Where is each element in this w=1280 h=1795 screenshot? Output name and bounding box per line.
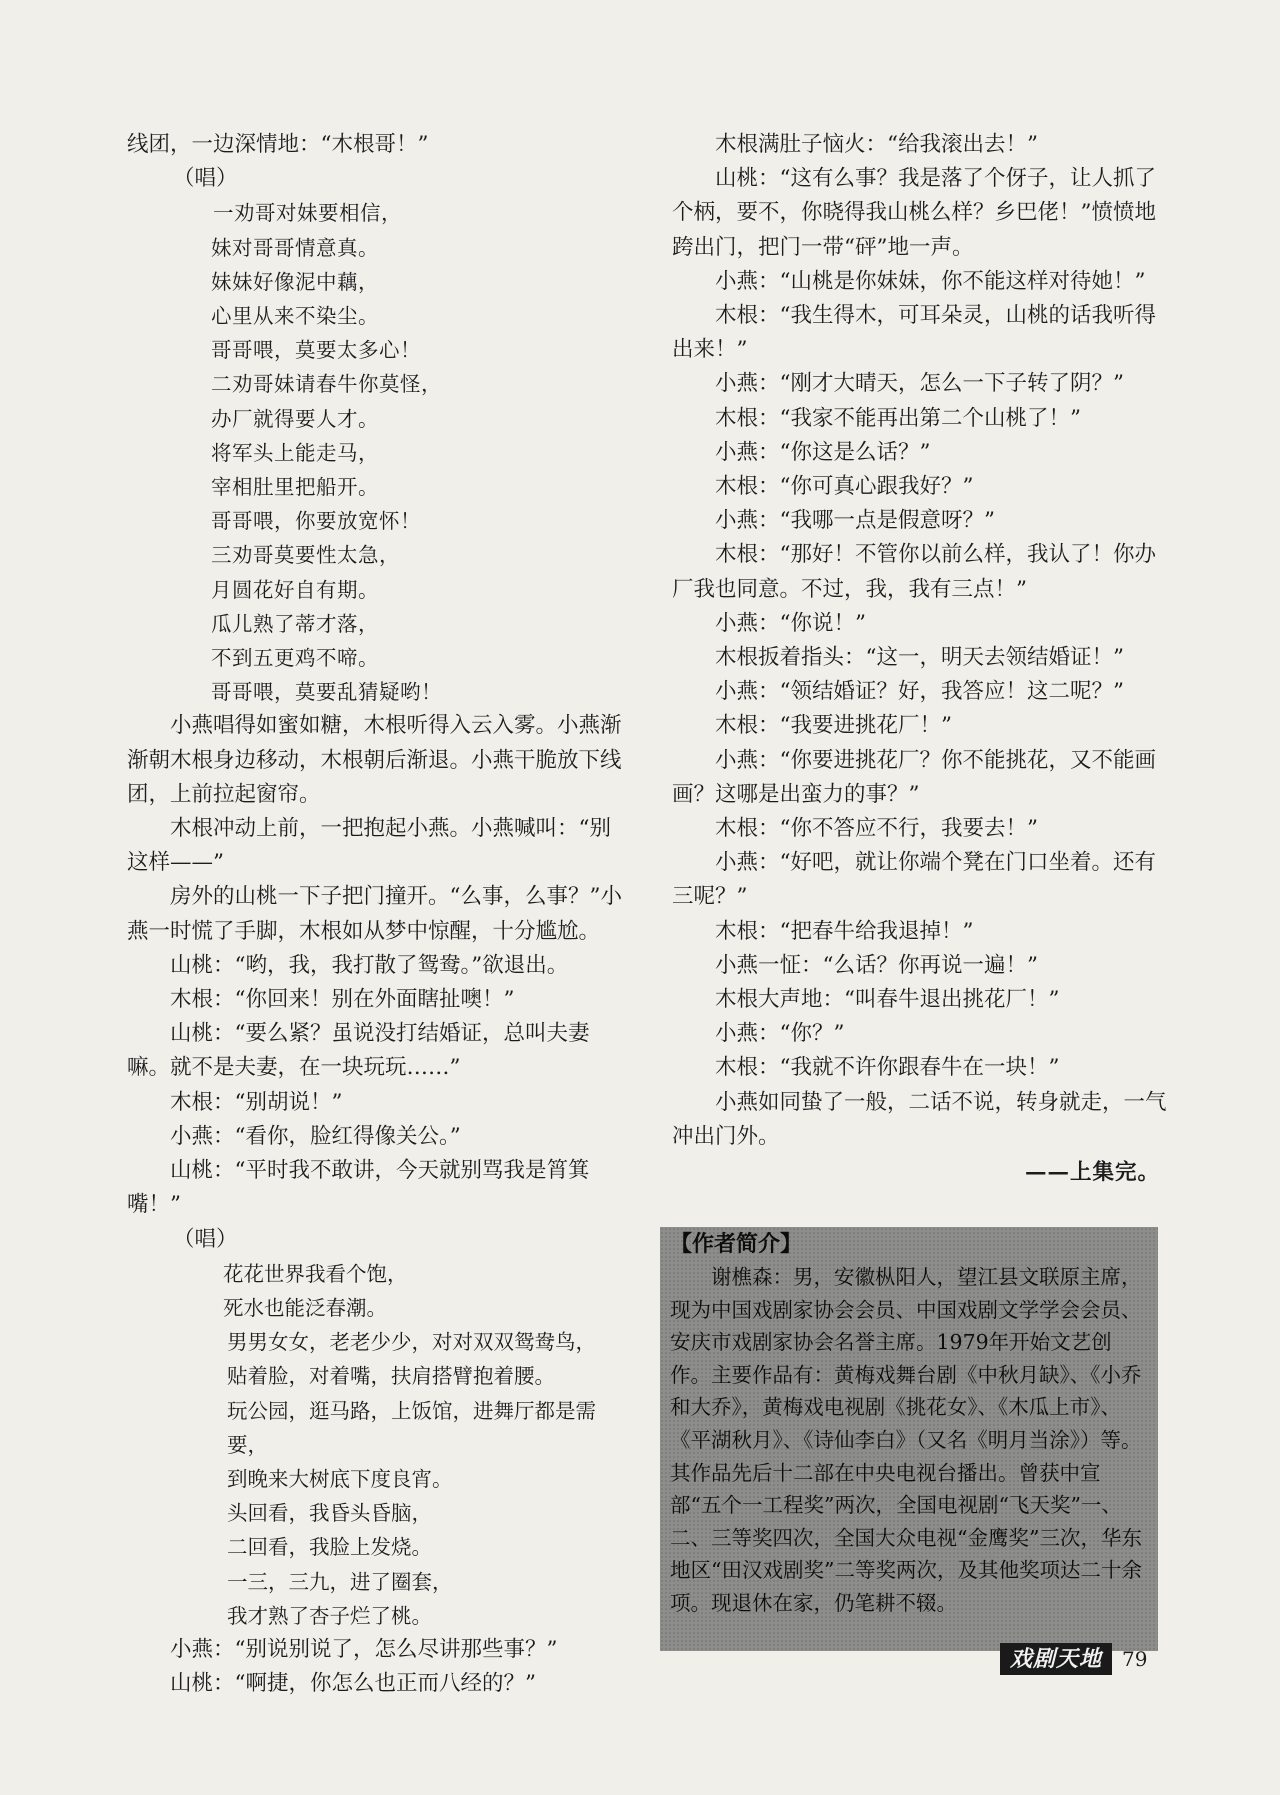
paragraph: 木根冲动上前，一把抱起小燕。小燕喊叫：“别这样——” <box>127 816 611 876</box>
lyric-line: 哥哥喂，莫要乱猜疑哟！ <box>211 680 442 705</box>
paragraph: 小燕：“山桃是你妹妹，你不能这样对待她！” <box>715 268 1146 294</box>
lyric-line: 贴着脸，对着嘴，扶肩搭臂抱着腰。 <box>227 1364 555 1389</box>
paragraph: 小燕：“你这是么话？” <box>715 439 931 465</box>
lyric-line: 三劝哥莫要性太急， <box>211 543 400 568</box>
paragraph: 木根：“你回来！别在外面瞎扯噢！” <box>170 987 515 1013</box>
lyric-line: 妹对哥哥情意真。 <box>211 235 379 260</box>
song-lyrics-2 <box>127 1257 623 1633</box>
paragraph: 小燕一怔：“么话？你再说一遍！” <box>715 952 1038 978</box>
lyric-line: 瓜儿熟了蒂才落， <box>211 611 379 636</box>
author-bio-box <box>660 1227 1158 1651</box>
page-number: 79 <box>1122 1647 1148 1671</box>
paragraph: 小燕：“别说别说了，怎么尽讲那些事？” <box>170 1636 558 1662</box>
lyric-line: 我才熟了杏子烂了桃。 <box>227 1603 432 1628</box>
paragraph: 木根：“我要进挑花厂！” <box>715 713 952 739</box>
lyric-line: 二回看，我脸上发烧。 <box>227 1535 432 1560</box>
paragraph: 小燕如同蛰了一般，二话不说，转身就走，一气冲出门外。 <box>672 1089 1167 1149</box>
paragraph: 小燕：“刚才大晴天，怎么一下子转了阴？” <box>715 371 1124 397</box>
paragraph: 木根：“我生得木，可耳朵灵，山桃的话我听得出来！” <box>672 303 1156 363</box>
stage-direction: （唱） <box>173 166 238 192</box>
paragraph: 小燕：“你说！” <box>715 610 866 636</box>
paragraph: 山桃：“平时我不敢讲，今天就别骂我是筲箕嘴！” <box>127 1158 590 1218</box>
paragraph: 线团，一边深情地：“木根哥！” <box>127 132 429 157</box>
lyric-line: 花花世界我看个饱， <box>223 1261 408 1286</box>
lyric-line: 二劝哥妹请春牛你莫怪， <box>211 372 442 397</box>
author-bio-text: 谢樵森：男，安徽枞阳人，望江县文联原主席，现为中国戏剧家协会会员、中国戏剧文学学会会员、安庆市戏剧家协会名誉主席。1979年开始文艺创作。主要作品有：黄梅戏舞台剧《中秋月缺》、《小乔和大乔》，黄梅戏电视剧《挑花女》、《木瓜上市》、《平湖秋月》、《诗仙李白》（又名《明月当涂》）等。其作品先后十二部在中央电视台播出。曾获中宣部“五个一工程奖”两次，全国电视剧“飞天奖”一、二、三等奖四次，全国大众电视“金鹰奖”三次，华东地区“田汉戏剧奖”二等奖两次，及其他奖项达二十余项。现退休在家，仍笔耕不辍。 <box>670 1265 1142 1615</box>
paragraph: 小燕：“我哪一点是假意呀？” <box>715 508 995 534</box>
paragraph: 木根：“那好！不管你以前么样，我认了！你办厂我也同意。不过，我，我有三点！” <box>672 542 1156 602</box>
lyric-line: 哥哥喂，莫要太多心！ <box>211 338 421 363</box>
paragraph: 小燕：“看你，脸红得像关公。” <box>170 1123 461 1149</box>
lyric-line: 男男女女，老老少少，对对双双鸳鸯鸟， <box>227 1330 596 1355</box>
paragraph: 小燕：“你要进挑花厂？你不能挑花，又不能画画？这哪是出蛮力的事？” <box>672 747 1156 807</box>
paragraph: 山桃：“哟，我，我打散了鸳鸯。”欲退出。 <box>170 952 569 978</box>
lyric-line: 不到五更鸡不啼。 <box>211 646 379 671</box>
page-footer <box>1000 1642 1147 1676</box>
lyric-line: 哥哥喂，你要放宽怀！ <box>211 509 421 534</box>
paragraph: 小燕：“你？” <box>715 1021 845 1047</box>
lyric-line: 头回看，我昏头昏脑， <box>227 1501 432 1526</box>
lyric-line: 妹妹好像泥中藕， <box>211 269 379 294</box>
stage-direction: （唱） <box>173 1226 238 1252</box>
paragraph: 山桃：“啊捷，你怎么也正而八经的？” <box>170 1671 536 1697</box>
lyric-line: 办厂就得要人才。 <box>211 406 379 431</box>
author-bio-heading: 【作者简介】 <box>670 1231 803 1257</box>
lyric-line: 玩公园，逛马路，上饭馆，进舞厅都是需要， <box>227 1398 596 1457</box>
lyric-line: 一三，三九，进了圈套， <box>227 1569 453 1594</box>
journal-logo: 戏剧天地 <box>1000 1643 1112 1675</box>
paragraph: 房外的山桃一下子把门撞开。“么事，么事？”小燕一时慌了手脚，木根如从梦中惊醒，十分尴尬。 <box>127 884 622 944</box>
paragraph: 木根：“我就不许你跟春牛在一块！” <box>715 1055 1060 1081</box>
song-lyrics-1 <box>127 196 623 709</box>
paragraph: 木根满肚子恼火：“给我滚出去！” <box>715 132 1038 157</box>
lyric-line: 心里从来不染尘。 <box>211 304 379 329</box>
right-column <box>672 128 1168 1190</box>
paragraph: 木根：“你不答应不行，我要去！” <box>715 816 1038 842</box>
left-column <box>127 128 623 1701</box>
paragraph: 小燕：“领结婚证？好，我答应！这二呢？” <box>715 679 1124 705</box>
lyric-line: 月圆花好自有期。 <box>211 577 379 602</box>
paragraph: 木根扳着指头：“这一，明天去领结婚证！” <box>715 645 1124 671</box>
paragraph: 木根：“你可真心跟我好？” <box>715 474 974 500</box>
paragraph: 山桃：“要么紧？虽说没打结婚证，总叫夫妻嘛。就不是夫妻，在一块玩玩……” <box>127 1021 590 1081</box>
lyric-line: 死水也能泛春潮。 <box>223 1295 387 1320</box>
lyric-line: 一劝哥对妹要相信， <box>213 201 402 226</box>
lyric-line: 宰相肚里把船开。 <box>211 475 379 500</box>
paragraph: 木根：“我家不能再出第二个山桃了！” <box>715 405 1081 431</box>
part-end-marker: ——上集完。 <box>1024 1160 1160 1186</box>
paragraph: 小燕：“好吧，就让你端个凳在门口坐着。还有三呢？” <box>672 850 1156 910</box>
lyric-line: 到晚来大树底下度良宵。 <box>227 1466 453 1491</box>
lyric-line: 将军头上能走马， <box>211 440 379 465</box>
paragraph: 木根大声地：“叫春牛退出挑花厂！” <box>715 987 1060 1013</box>
paragraph: 山桃：“这有么事？我是落了个伢子，让人抓了个柄，要不，你晓得我山桃么样？乡巴佬！”愤愤地跨出门，把门一带“砰”地一声。 <box>672 166 1156 260</box>
paragraph: 小燕唱得如蜜如糖，木根听得入云入雾。小燕渐渐朝木根身边移动，木根朝后渐退。小燕干脆放下线团，上前拉起窗帘。 <box>127 713 622 807</box>
paragraph: 木根：“别胡说！” <box>170 1089 343 1115</box>
paragraph: 木根：“把春牛给我退掉！” <box>715 918 974 944</box>
